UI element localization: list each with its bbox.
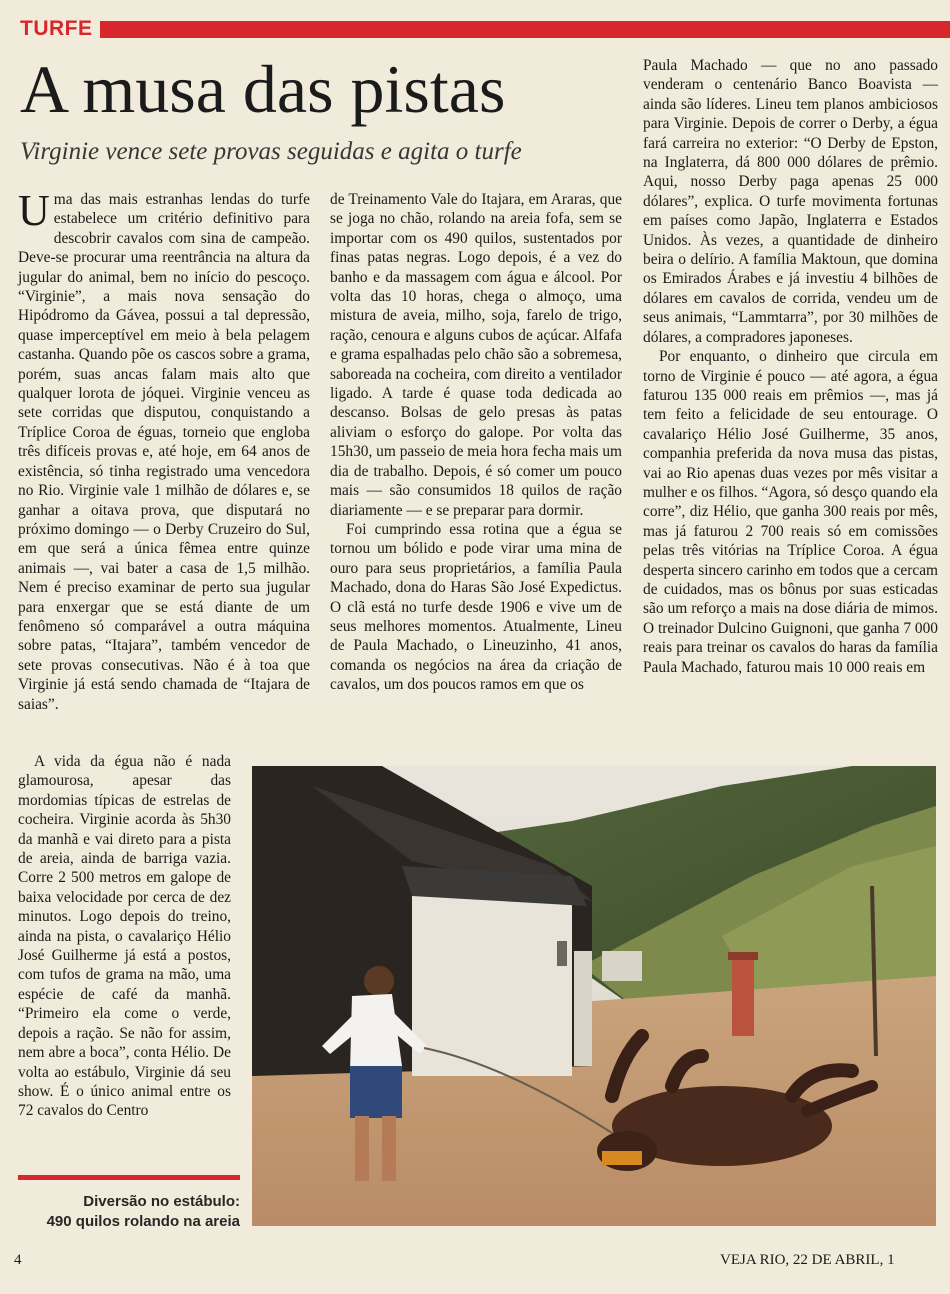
- page-number: 4: [14, 1252, 22, 1268]
- section-label: TURFE: [20, 17, 93, 40]
- article-column-1: [18, 186, 310, 714]
- subheadline: Virginie vence sete provas seguidas e agita o turfe: [20, 138, 522, 165]
- headline: A musa das pistas: [20, 51, 506, 127]
- issue-line: VEJA RIO, 22 DE ABRIL, 1: [720, 1252, 895, 1268]
- article-paragraph: [18, 186, 310, 714]
- paragraph-text: ma das mais estranhas lendas do turfe estabelece um critério definitivo para descobrir cavalos com sina de campeão. Deve-se procurar uma reentrância na altura da jugular do animal, bem no início do pescoço. “Virginie”, a mais nova sensação do Hipódromo da Gávea, possui a tal depressão, quase imperceptível em meio à bela pelagem castanha. Quando põe os cascos sobre a grama, porém, suas ancas falam mais alto que qualquer lorota de jóquei. Virginie venceu as sete corridas que disputou, conquistando a Tríplice Coroa de éguas, torneio que engloba três difíceis provas e, até hoje, em 64 anos de existência, só tinha registrado uma vencedora no Rio. Virginie vale 1 milhão de dólares e, se ganhar a oitava prova, que disputará no próximo domingo — o Derby Cruzeiro do Sul, em que será a única fêmea entre quinze animais —, vai bater a casa de 1,5 milhão. Nem é preciso examinar de perto sua jugular para enxergar que se está diante de um fenômeno só comparável a outra máquina sobre patas, “Itajara”, também vencedor de sete provas consecutivas. Não é à toa que Virginie já está sendo chamada de “Itajara de saias”.: [18, 191, 310, 713]
- article-column-3: [643, 56, 938, 677]
- article-paragraph: de Treinamento Vale do Itajara, em Araras, que se joga no chão, rolando na areia fofa, sem se importar com os 490 quilos, sustentados por finas patas negras. Logo depois, é a vez do banho e da massagem com água e álcool. Por volta das 10 horas, chega o almoço, uma mistura de aveia, milho, soja, farelo de trigo, ração, cenoura e alguns cubos de açúcar. Alfafa e grama espalhadas pelo chão são a sobremesa, saboreada na cocheira, com direito a ventilador ligado. A tarde é quase toda dedicada ao descanso. Bolsas de gelo presas às patas aliviam o esforço do galope. Por volta das 15h30, um passeio de meia hora fecha mais um dia de trabalho. Depois, é só comer um pouco mais — são consumidos 18 quilos de ração diariamente — e se preparar para dormir.: [330, 191, 622, 519]
- article-paragraph: A vida da égua não é nada glamourosa, apesar das mordomias típicas de estrelas de cocheira. Virginie acorda às 5h30 da manhã e vai direto para a pista de areia, ainda de barriga vazia. Corre 2 500 metros em galope de baixa velocidade por cerca de dez minutos. Logo depois do treino, ainda na pista, o cavalariço Hélio José Guilherme já está a postos, com tufos de grama na mão, uma espécie de café da manhã. “Primeiro ela come o verde, depois a ração. Se não for assim, nem abre a boca”, conta Hélio. De volta ao estábulo, Virginie dá seu show. É o único animal entre os 72 cavalos do Centro: [18, 753, 231, 1120]
- section-rule: [100, 21, 950, 38]
- article-paragraph: Foi cumprindo essa rotina que a égua se tornou um bólido e pode virar uma mina de ouro para seus proprietários, a família Paula Machado, dona do Haras São José Expedictus. O clã está no turfe desde 1906 e vive um de seus melhores momentos. Atualmente, Lineu de Paula Machado, o Lineuzinho, 41 anos, comanda os negócios na área da criação de cavalos, um dos poucos ramos em que os: [330, 520, 622, 694]
- drop-cap: U: [18, 186, 50, 235]
- article-column-1-continued: [18, 752, 231, 1121]
- article-paragraph: Por enquanto, o dinheiro que circula em torno de Virginie é pouco — até agora, a égua faturou 135 000 reais em prêmios —, mas já tem feito a felicidade de seu entourage. O cavalariço Hélio José Guilherme, 35 anos, companhia preferida da nova musa das pistas, vai ao Rio apenas duas vezes por mês visitar a mulher e os filhos. “Agora, só desço quando ela corre”, diz Hélio, que ganha 300 reais por mês, mas já faturou 2 700 reais só em comissões pelas três vitórias na Tríplice Coroa. A égua desperta sincero carinho em todos que a cercam de cuidados, mas os bônus por suas esticadas são um reforço a mais na dose diária de mimos. O treinador Dulcino Guignoni, que ganha 7 000 reais para treinar os cavalos do haras da família Paula Machado, faturou mais 10 000 reais em: [643, 348, 938, 676]
- caption-line: Diversão no estábulo:: [83, 1193, 240, 1210]
- caption-line: 490 quilos rolando na areia: [46, 1213, 240, 1230]
- article-paragraph: Paula Machado — que no ano passado venderam o centenário Banco Boavista — ainda são líderes. Lineu tem planos ambiciosos para Virginie. Depois de correr o Derby, a égua fará carreira no exterior: “O Derby de Epston, na Inglaterra, dá 800 000 dólares de prêmio. Aqui, nosso Derby paga apenas 25 000 dólares”, explica. O turfe movimenta fortunas em países como Japão, Inglaterra e Estados Unidos. Às vezes, a quantidade de dinheiro beira o delírio. A família Maktoun, que domina os Emirados Árabes e já investiu 4 bilhões de dólares em cavalos de corrida, vendeu um de seus animais, “Lammtarra”, por 30 milhões de dólares, a compradores japoneses.: [643, 57, 938, 346]
- photo-illustration: [252, 766, 936, 1226]
- photo-caption: [18, 1192, 240, 1232]
- article-column-2: [330, 190, 622, 695]
- caption-rule: [18, 1175, 240, 1180]
- stable-photo: [252, 766, 936, 1226]
